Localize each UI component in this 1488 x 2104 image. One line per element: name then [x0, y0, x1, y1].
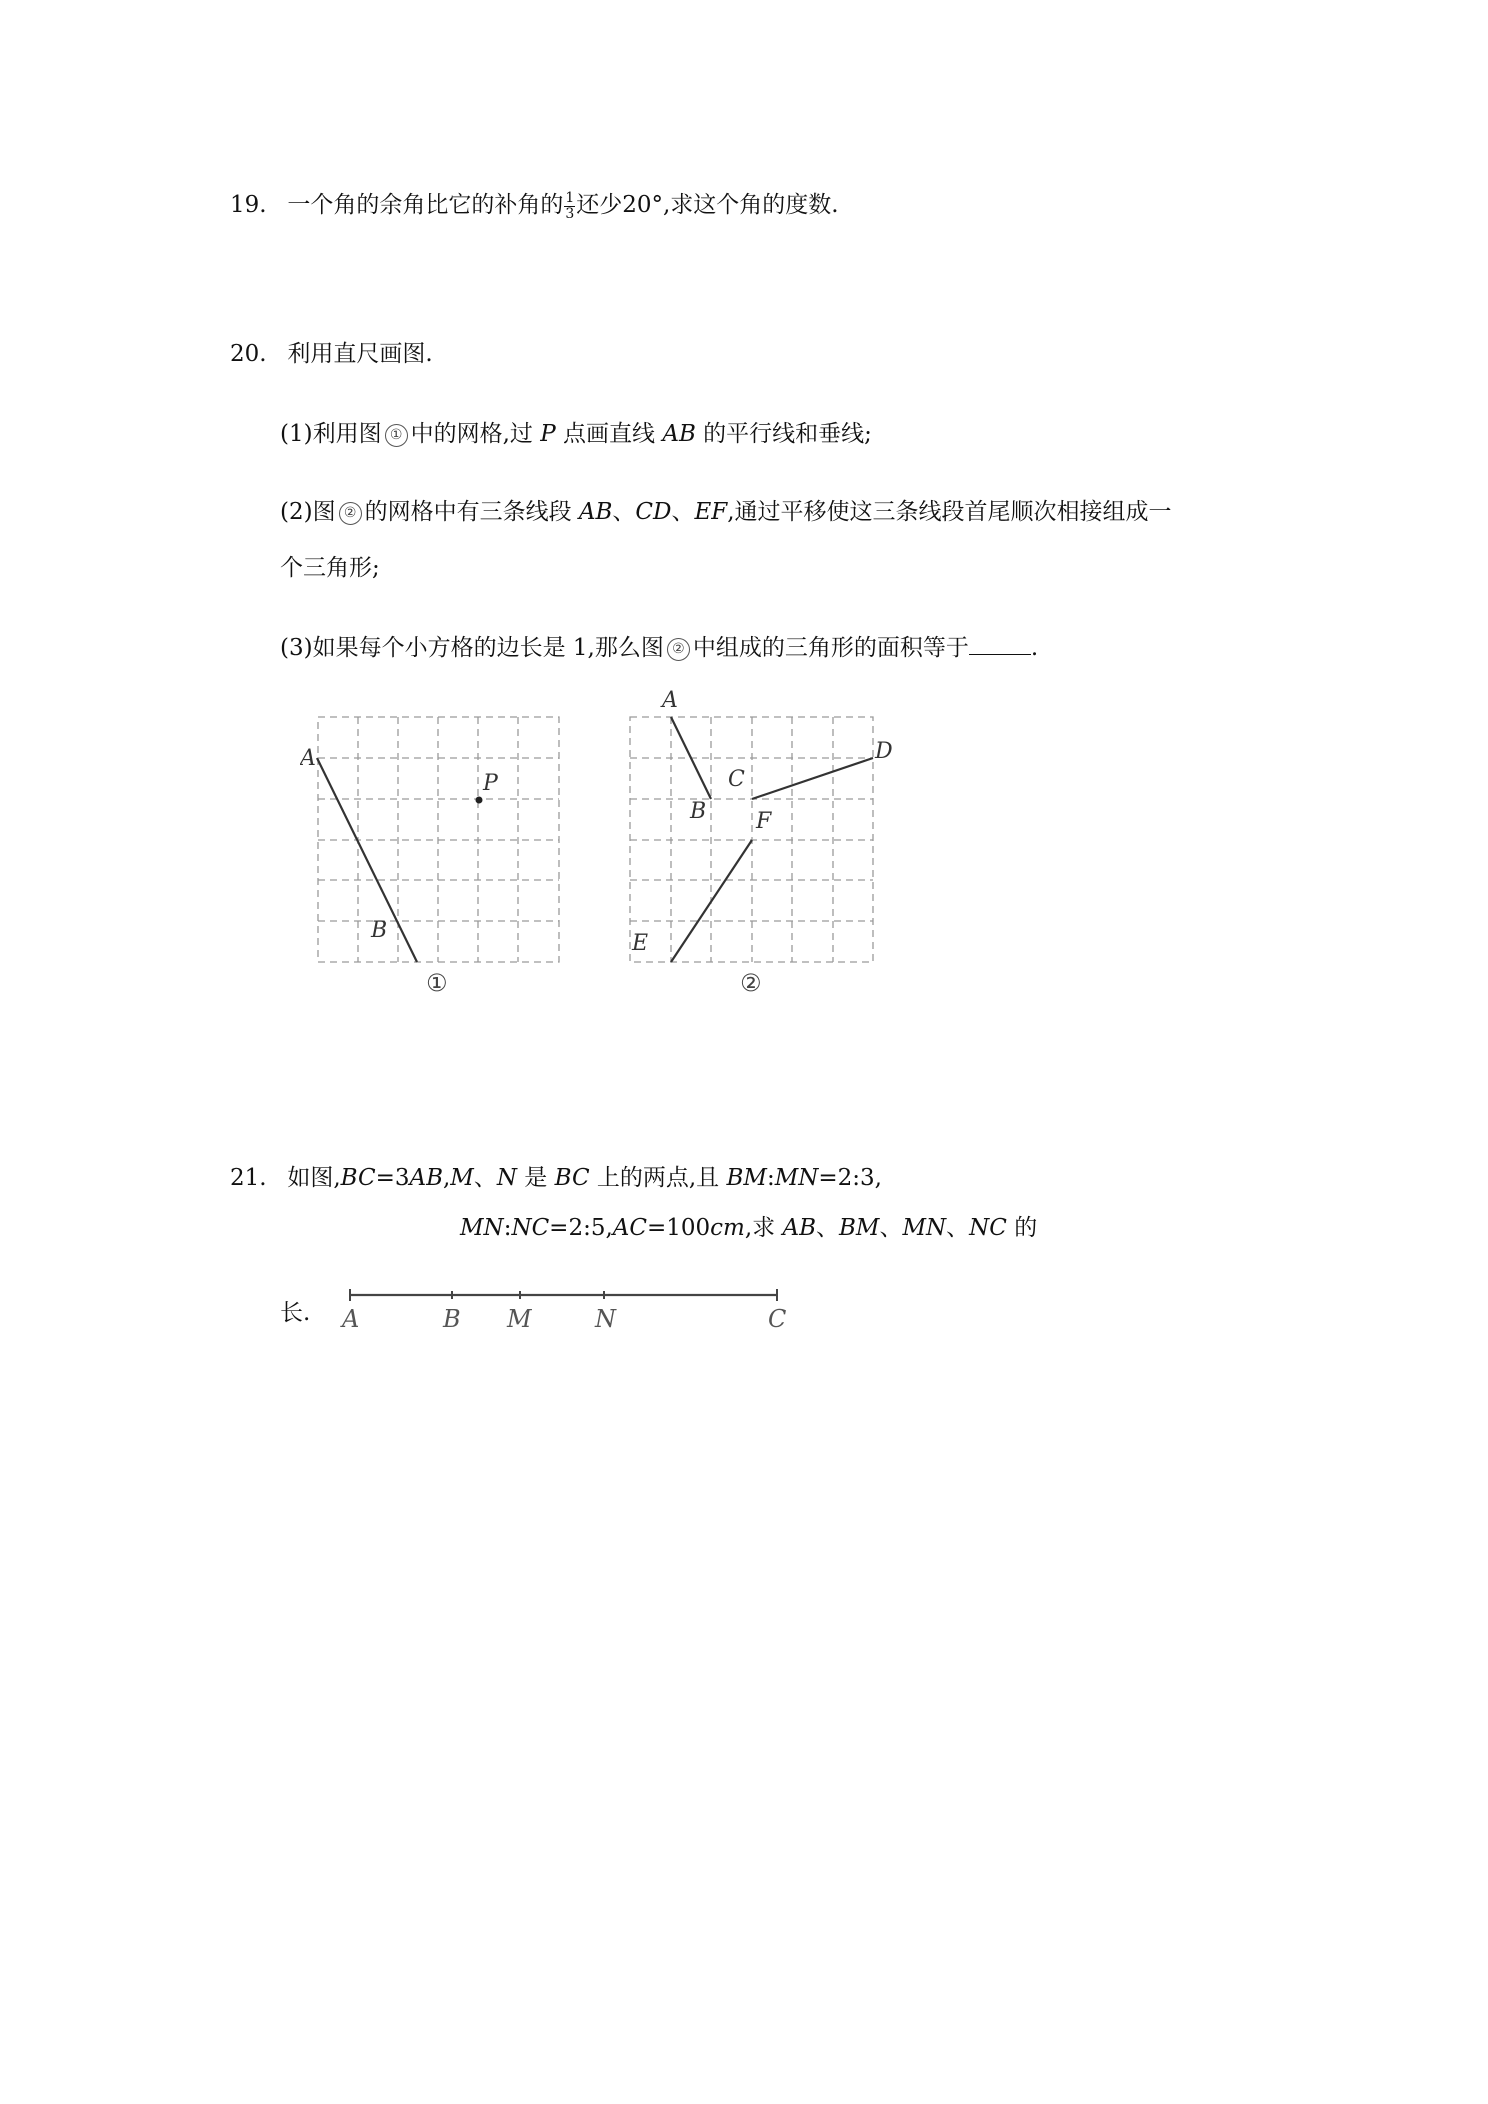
text: , [442, 1165, 451, 1191]
text: 、 [816, 1215, 840, 1241]
question-19 [230, 190, 839, 222]
point-p [476, 797, 483, 804]
question-number: 20. [230, 341, 267, 367]
question-20-part-3 [280, 632, 1038, 663]
label-b: B [690, 799, 707, 824]
variable: BM [839, 1215, 880, 1241]
text: =3 [375, 1165, 410, 1191]
text: 的网格中有三条线段 [364, 499, 579, 525]
text: 、 [879, 1215, 903, 1241]
variable: BC [554, 1165, 590, 1191]
question-number: 21. [230, 1165, 267, 1191]
label-p: P [483, 771, 498, 796]
question-text: 一个角的余角比它的补角的 [287, 192, 564, 218]
question-20-title [230, 339, 433, 369]
question-21-line-1 [230, 1163, 882, 1193]
grid-lines [318, 717, 559, 962]
question-20-part-1 [280, 419, 872, 449]
variable: AB [782, 1215, 817, 1241]
text: (1)利用图 [280, 421, 382, 447]
question-number: 19. [230, 192, 267, 218]
text: 、 [946, 1215, 970, 1241]
label-b: B [443, 1305, 461, 1333]
answer-blank[interactable] [969, 632, 1031, 655]
figure-2-grid [620, 680, 910, 1010]
text: : [766, 1165, 775, 1191]
text: =2:5, [549, 1215, 613, 1241]
variable-ab: AB [578, 499, 613, 525]
variable: AC [612, 1215, 647, 1241]
text: . [1030, 635, 1039, 661]
figure-caption: ② [740, 969, 762, 997]
variable-p: P [540, 421, 556, 447]
variable: BM [726, 1165, 767, 1191]
fraction-denominator: 3 [565, 205, 575, 222]
question-text: 利用直尺画图. [287, 341, 433, 367]
text: 是 [516, 1165, 555, 1191]
label-c: C [728, 767, 745, 792]
text: 个三角形; [280, 555, 380, 581]
text: =100 [647, 1215, 711, 1241]
question-21-line-2 [460, 1213, 1037, 1243]
label-a: A [342, 1305, 360, 1333]
segment-cd [752, 758, 873, 799]
grid-lines [630, 717, 873, 962]
text: 的 [1006, 1215, 1038, 1241]
variable: BC [340, 1165, 376, 1191]
text: 上的两点,且 [589, 1165, 727, 1191]
segment-ef [671, 840, 752, 962]
unit: cm [710, 1215, 745, 1241]
variable: MN [460, 1215, 504, 1241]
text: 、 [612, 499, 636, 525]
text: 如图, [287, 1165, 341, 1191]
variable: M [450, 1165, 474, 1191]
text: (2)图 [280, 499, 336, 525]
label-n: N [595, 1305, 616, 1333]
variable: NC [969, 1215, 1007, 1241]
fraction-numerator: 1 [565, 189, 575, 206]
text: : [503, 1215, 512, 1241]
text: (3)如果每个小方格的边长是 1,那么图 [280, 635, 664, 661]
label-e: E [632, 931, 649, 956]
text: ,通过平移使这三条线段首尾顺次相接组成一 [727, 499, 1172, 525]
text: 、 [671, 499, 695, 525]
variable: MN [902, 1215, 947, 1241]
question-20-part-2-cont [280, 553, 380, 583]
segment-figure-ac [340, 1285, 800, 1335]
variable: AB [409, 1165, 443, 1191]
text: ,求 [744, 1215, 783, 1241]
variable: N [496, 1165, 517, 1191]
figure-caption: ① [426, 969, 448, 997]
variable-cd: CD [635, 499, 672, 525]
text: 点画直线 [555, 421, 663, 447]
figure-1-grid [300, 700, 590, 1010]
label-a: A [300, 746, 316, 771]
text: 、 [473, 1165, 497, 1191]
text: =2:3, [818, 1165, 882, 1191]
circle-two-symbol: ② [339, 502, 362, 525]
variable: NC [511, 1215, 550, 1241]
text: 中的网格,过 [410, 421, 541, 447]
circle-two-symbol: ② [667, 638, 690, 661]
label-c: C [768, 1305, 787, 1333]
text: 长. [280, 1300, 311, 1326]
variable-ab: AB [662, 421, 696, 447]
question-text: 还少20°,求这个角的度数. [576, 192, 839, 218]
label-b: B [371, 918, 388, 943]
segment-ab [317, 758, 417, 962]
fraction-one-third [564, 191, 575, 222]
variable: MN [774, 1165, 819, 1191]
label-f: F [756, 809, 772, 834]
label-d: D [875, 739, 893, 764]
variable-ef: EF [694, 499, 728, 525]
question-21-line-3 [280, 1298, 310, 1328]
question-20-part-2 [280, 497, 1172, 527]
text: 中组成的三角形的面积等于 [692, 635, 969, 661]
label-m: M [507, 1305, 532, 1333]
label-a: A [662, 688, 678, 713]
circle-one-symbol: ① [385, 424, 408, 447]
text: 的平行线和垂线; [695, 421, 872, 447]
